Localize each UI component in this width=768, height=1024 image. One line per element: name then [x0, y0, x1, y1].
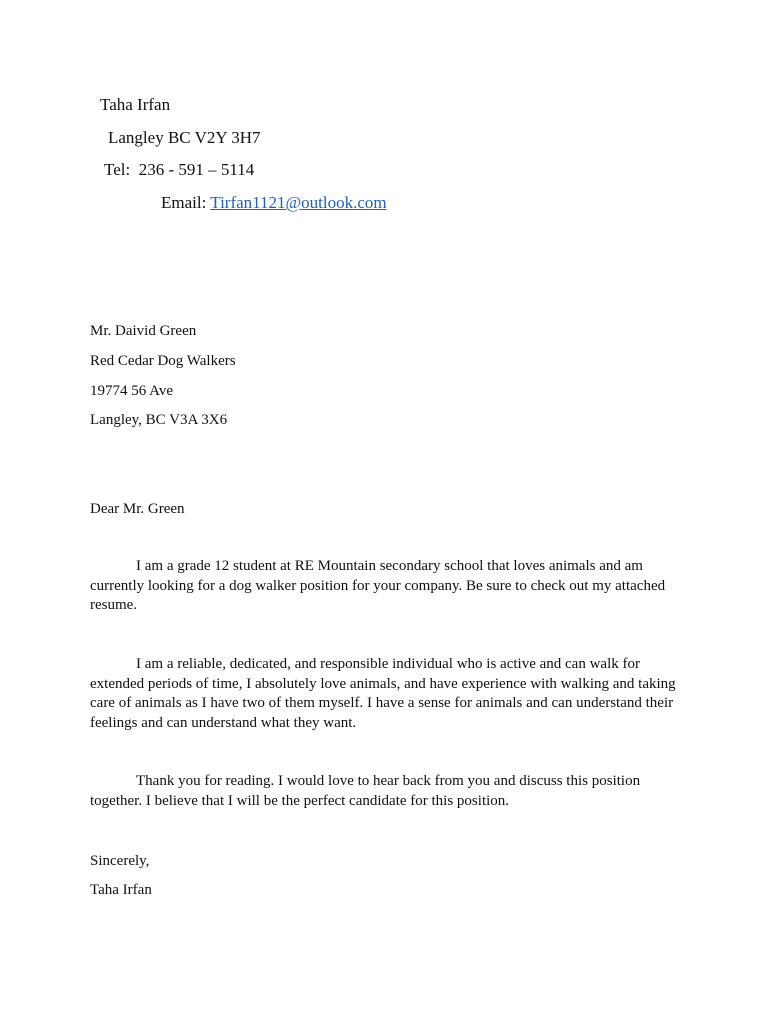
body-paragraph-2: I am a reliable, dedicated, and responsible individual who is active and can walk for extended periods of time, I absolutely love animals, and have experience with walking and taking care of animals as I have two of them myself. I have a sense for animals and can understand their feelings and can understand what they want.	[90, 656, 676, 731]
body-paragraph-3: Thank you for reading. I would love to hear back from you and discuss this position together. I believe that I will be the perfect candidate for this position.	[90, 773, 641, 809]
sender-name: Taha Irfan	[100, 95, 171, 114]
body-paragraph-1: I am a grade 12 student at RE Mountain secondary school that loves animals and am currently looking for a dog walker position for your company. Be sure to check out my attached resume.	[90, 558, 666, 613]
sender-email-label: Email:	[161, 193, 207, 212]
salutation: Dear Mr. Green	[90, 501, 185, 517]
sender-email-line	[161, 194, 387, 211]
closing: Sincerely,	[90, 853, 150, 869]
sender-tel-line	[104, 161, 254, 178]
sender-email-link[interactable]: Tirfan1121@outlook.com	[210, 193, 387, 212]
sender-address: Langley BC V2Y 3H7	[108, 128, 261, 147]
sender-tel-value: 236 - 591 – 5114	[138, 160, 255, 179]
recipient-name: Mr. Daivid Green	[90, 323, 197, 339]
recipient-street: 19774 56 Ave	[90, 383, 174, 399]
sender-tel-label: Tel:	[104, 160, 131, 179]
signature: Taha Irfan	[90, 882, 152, 898]
recipient-city: Langley, BC V3A 3X6	[90, 412, 228, 428]
recipient-company: Red Cedar Dog Walkers	[90, 353, 236, 369]
